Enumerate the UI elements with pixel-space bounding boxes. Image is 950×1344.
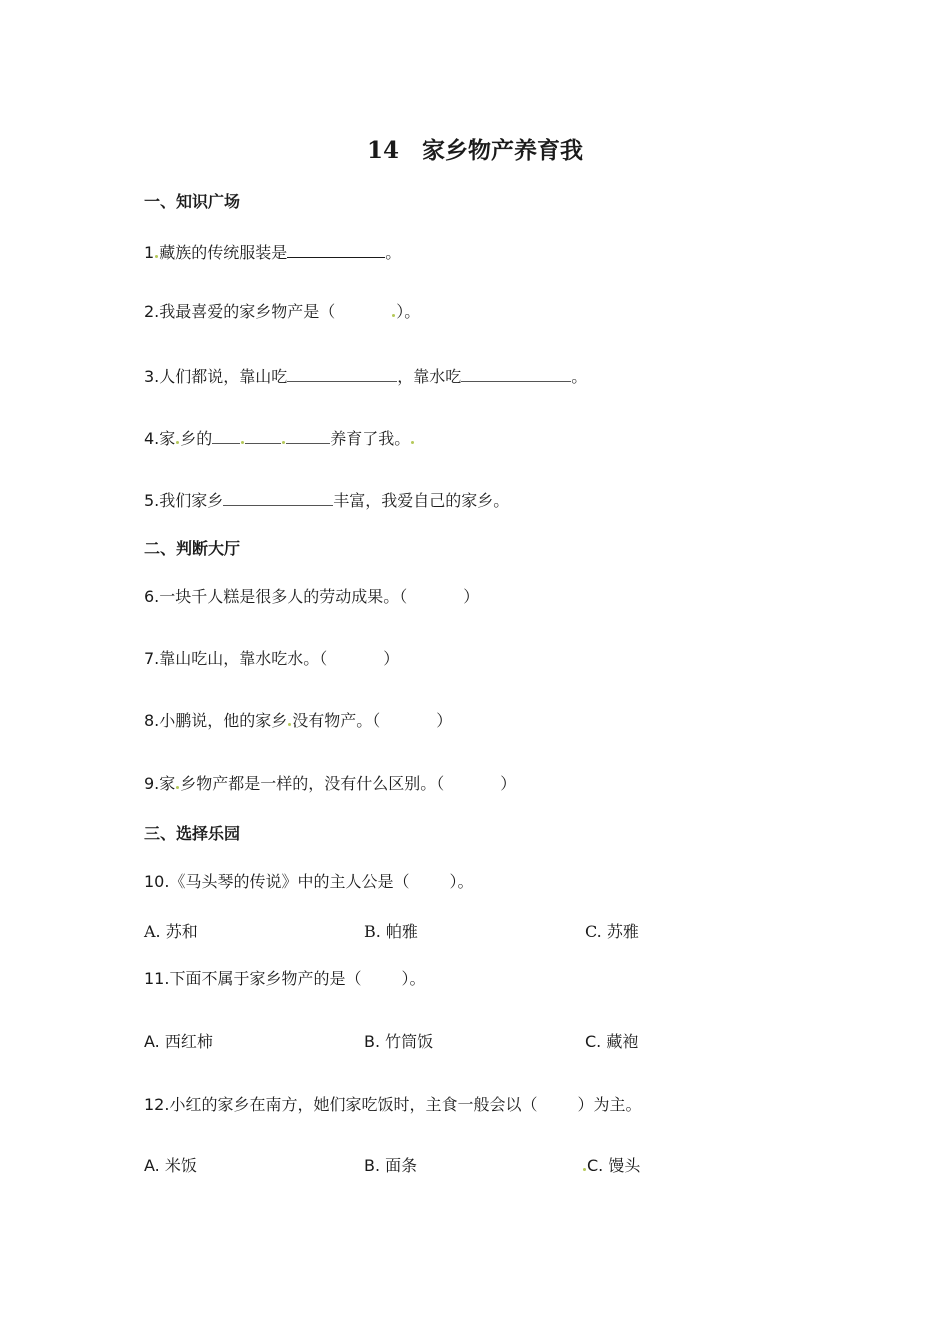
q1-number: 1 — [144, 243, 155, 262]
q4-end: 养育了我。 — [330, 429, 411, 448]
q12-option-c-wrap[interactable] — [582, 1155, 640, 1177]
question-5 — [144, 488, 509, 512]
q7-end: ） — [383, 649, 400, 668]
q3-mid: ，靠水吃 — [397, 367, 462, 386]
question-3 — [144, 364, 587, 388]
marker-dot — [176, 441, 179, 444]
marker-dot — [392, 314, 395, 317]
q12-text: 12.小红的家乡在南方，她们家吃饭时，主食一般会以（ — [144, 1095, 538, 1114]
q2-text: 2.我最喜爱的家乡物产是（ — [144, 302, 336, 321]
q10-text: 10.《马头琴的传说》中的主人公是（ — [144, 872, 410, 891]
question-1 — [144, 240, 401, 264]
q11-end: ）。 — [401, 969, 426, 988]
q3-text: 3.人们都说，靠山吃 — [144, 367, 288, 386]
q9-pre: 9.家 — [144, 774, 176, 793]
q9-end: ） — [500, 774, 517, 793]
q4-pre: 4.家 — [144, 429, 176, 448]
q3-end: 。 — [571, 367, 588, 386]
marker-dot — [583, 1168, 586, 1171]
question-6 — [144, 586, 479, 608]
question-11 — [144, 968, 425, 990]
q10-end: ）。 — [449, 872, 474, 891]
q6-text: 6.一块千人糕是很多人的劳动成果。（ — [144, 587, 408, 606]
marker-dot — [176, 786, 179, 789]
q5-blank[interactable] — [223, 488, 333, 506]
q10-option-b[interactable]: B. 帕雅 — [364, 922, 418, 941]
q7-text: 7.靠山吃山，靠水吃水。（ — [144, 649, 328, 668]
section-knowledge: 一、知识广场 — [144, 192, 241, 211]
q4-blank-1[interactable] — [212, 426, 240, 444]
q8-text: 8.小鹏说，他的家乡 — [144, 711, 288, 730]
q3-blank-2[interactable] — [461, 364, 571, 382]
q4-blank-3[interactable] — [286, 426, 330, 444]
q3-blank-1[interactable] — [287, 364, 397, 382]
question-10 — [144, 871, 473, 893]
marker-dot — [282, 441, 285, 444]
q1-text: 藏族的传统服装是 — [159, 243, 288, 262]
q11-option-b[interactable]: B. 竹筒饭 — [364, 1032, 434, 1051]
marker-dot — [155, 255, 158, 258]
marker-dot — [288, 723, 291, 726]
q12-end: ）为主。 — [577, 1095, 642, 1114]
question-8 — [144, 710, 452, 732]
q5-text: 5.我们家乡 — [144, 491, 224, 510]
question-9 — [144, 773, 516, 795]
q9-text: 乡物产都是一样的，没有什么区别。（ — [180, 774, 445, 793]
q11-text: 11.下面不属于家乡物产的是（ — [144, 969, 362, 988]
q1-blank[interactable] — [287, 240, 385, 258]
q11-option-c[interactable]: C. 藏袍 — [585, 1032, 639, 1051]
question-7 — [144, 648, 399, 670]
q8-rest: 没有物产。（ — [292, 711, 381, 730]
q4-blank-2[interactable] — [245, 426, 281, 444]
q8-end: ） — [436, 711, 453, 730]
marker-dot — [411, 441, 414, 444]
question-2 — [144, 301, 420, 323]
page-title: 14 家乡物产养育我 — [366, 137, 583, 164]
section-judgement: 二、判断大厅 — [144, 539, 241, 558]
section-choice: 三、选择乐园 — [144, 824, 241, 843]
q1-end: 。 — [385, 243, 402, 262]
question-4 — [144, 426, 415, 450]
q12-option-b[interactable]: B. 面条 — [364, 1156, 418, 1175]
q12-option-c: C. 馒头 — [587, 1156, 641, 1175]
q5-end: 丰富，我爱自己的家乡。 — [333, 491, 510, 510]
q6-end: ） — [463, 587, 480, 606]
q2-end: ）。 — [396, 302, 421, 321]
q10-option-c[interactable]: C. 苏雅 — [585, 922, 639, 941]
q4-text: 乡的 — [180, 429, 213, 448]
q11-option-a[interactable]: A. 西红柿 — [144, 1032, 213, 1051]
marker-dot — [241, 441, 244, 444]
question-12 — [144, 1094, 641, 1116]
q12-option-a[interactable]: A. 米饭 — [144, 1156, 197, 1175]
q10-option-a[interactable]: A. 苏和 — [144, 922, 198, 941]
